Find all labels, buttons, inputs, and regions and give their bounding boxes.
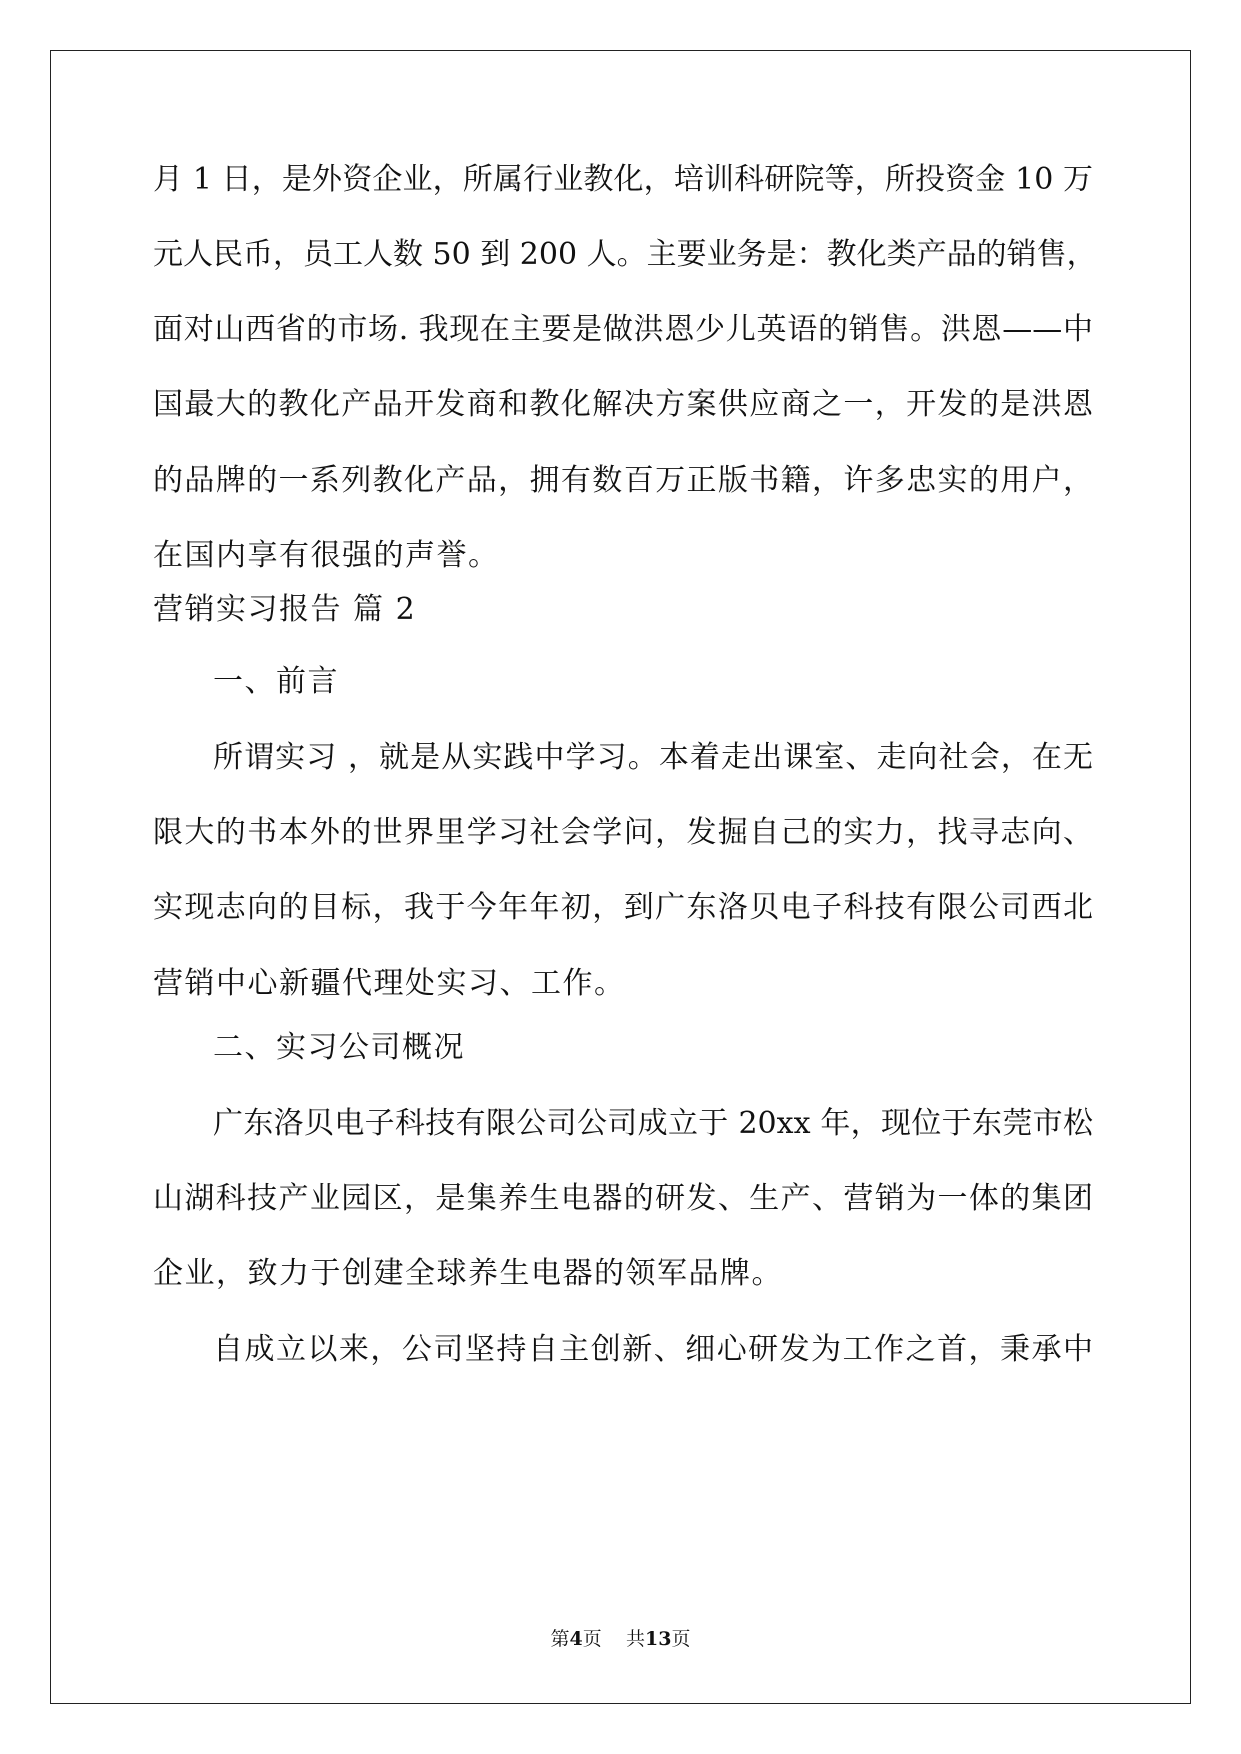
page-footer [0, 1627, 1241, 1651]
section-heading: 营销实习报告 篇 2 [153, 592, 417, 627]
body-text-line: 所谓实习 ，就是从实践中学习。本着走出课室、走向社会，在无 [213, 740, 1093, 775]
subsection-heading: 二、实习公司概况 [213, 1030, 465, 1065]
footer-page-number: 4 [569, 1628, 583, 1650]
body-text-line: 国最大的教化产品开发商和教化解决方案供应商之一，开发的是洪恩 [153, 387, 1093, 422]
body-text-line: 元人民币，员工人数 50 到 200 人。主要业务是：教化类产品的销售， [153, 237, 1097, 272]
footer-total-prefix: 共 [625, 1628, 645, 1650]
footer-total-pages: 13 [644, 1628, 672, 1650]
body-text-line: 面对山西省的市场. 我现在主要是做洪恩少儿英语的销售。洪恩——中 [153, 312, 1093, 347]
footer-total-suffix: 页 [671, 1628, 691, 1650]
body-text-line: 在国内享有很强的声誉。 [153, 538, 500, 573]
body-text-line: 自成立以来，公司坚持自主创新、细心研发为工作之首，秉承中 [213, 1332, 1093, 1367]
footer-page-suffix: 页 [582, 1628, 602, 1650]
body-text-line: 月 1 日，是外资企业，所属行业教化，培训科研院等，所投资金 10 万 [153, 162, 1093, 197]
subsection-heading: 一、前言 [213, 664, 339, 699]
body-text-line: 营销中心新疆代理处实习、工作。 [153, 966, 626, 1001]
body-text-line: 企业，致力于创建全球养生电器的领军品牌。 [153, 1256, 783, 1291]
body-text-line: 限大的书本外的世界里学习社会学问，发掘自己的实力，找寻志向、 [153, 815, 1093, 850]
body-text-line: 广东洛贝电子科技有限公司公司成立于 20xx 年，现位于东莞市松 [213, 1106, 1093, 1141]
page-border [50, 50, 1191, 1704]
body-text-line: 的品牌的一系列教化产品，拥有数百万正版书籍，许多忠实的用户， [153, 463, 1093, 498]
footer-page-prefix: 第 [550, 1628, 570, 1650]
body-text-line: 山湖科技产业园区，是集养生电器的研发、生产、营销为一体的集团 [153, 1181, 1093, 1216]
body-text-line: 实现志向的目标，我于今年年初，到广东洛贝电子科技有限公司西北 [153, 890, 1093, 925]
